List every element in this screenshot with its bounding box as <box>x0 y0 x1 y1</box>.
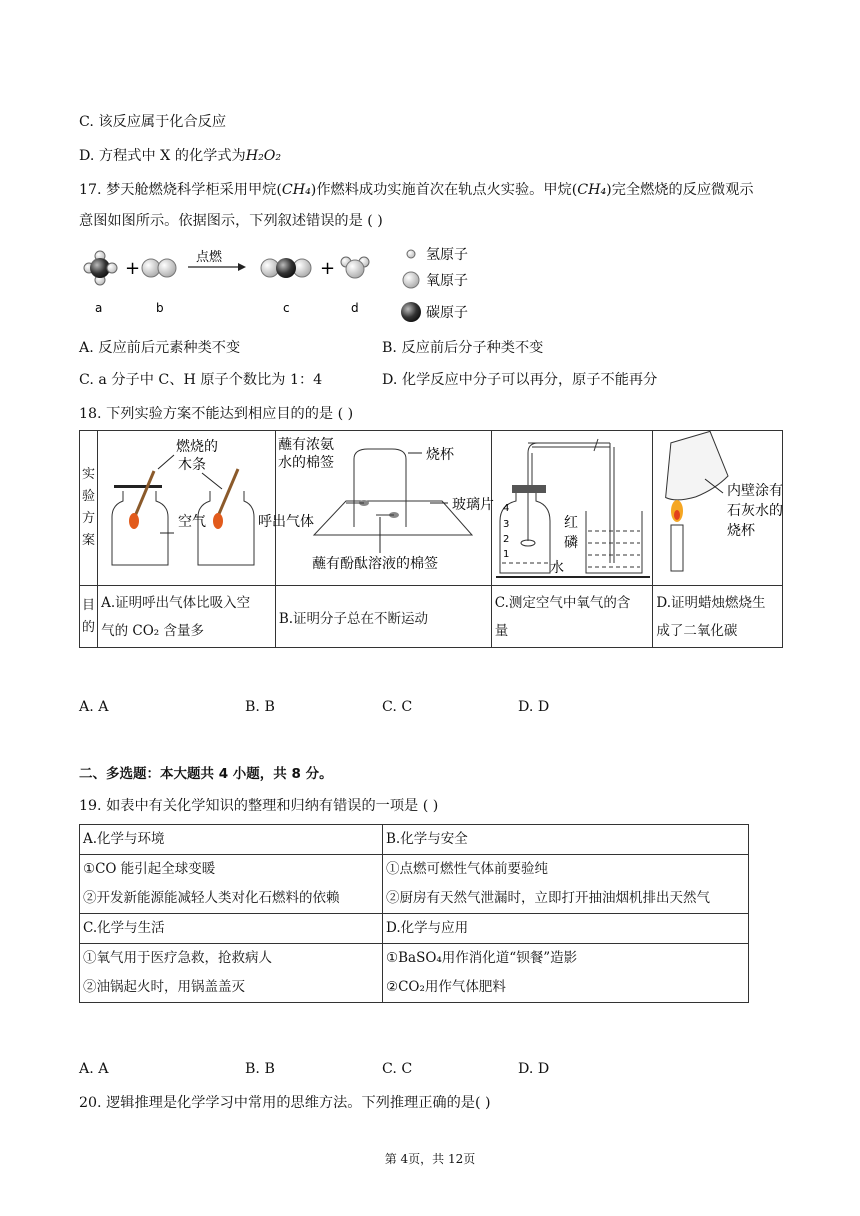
label: 燃烧的 <box>176 439 219 455</box>
plus-sign: + <box>125 258 141 279</box>
q17-stem-line2: 意图如图所示。依据图示，下列叙述错误的是 ( ) <box>79 213 383 229</box>
diagram-b <box>276 431 494 581</box>
q19-table <box>79 824 749 1003</box>
row-header-purpose: 目的 <box>80 586 98 648</box>
label-c: c <box>283 301 290 315</box>
purpose-c <box>491 586 653 648</box>
legend-carbon: 碳原子 <box>426 305 468 321</box>
purpose-a <box>98 586 276 648</box>
text: C.测定空气中氧气的含 <box>494 594 631 611</box>
q19-option-a: A. A <box>79 1061 109 1077</box>
q17-stem-line1: 17. 梦天舱燃烧科学柜采用甲烷(CH₄)作燃料成功实施首次在轨点火实验。甲烷(CH₄)完全燃烧的反应微观示 <box>79 182 754 198</box>
label: 红 <box>563 515 578 531</box>
label-a: a <box>95 301 103 315</box>
q19-option-c: C. C <box>382 1061 413 1077</box>
q17-option-a: A. 反应前后元素种类不变 <box>79 340 241 356</box>
q17-option-d: D. 化学反应中分子可以再分，原子不能再分 <box>382 372 658 388</box>
q18-option-a: A. A <box>79 699 109 715</box>
formula: CH₄ <box>577 182 607 198</box>
q17-option-c: C. a 分子中 C、H 原子个数比为 1：4 <box>79 372 323 388</box>
label: 呼出气体 <box>258 514 315 530</box>
label: 玻璃片 <box>451 497 494 513</box>
glass-plate <box>314 501 472 535</box>
diagram-d <box>653 431 784 581</box>
q16-option-d: D. 方程式中 X 的化学式为H₂O₂ <box>79 148 282 164</box>
purpose-d <box>653 586 783 648</box>
text: 成了二氧化碳 <box>656 622 738 639</box>
water-molecule <box>341 257 369 278</box>
q19-option-d: D. D <box>518 1061 550 1077</box>
text: ①BaSO₄用作消化道“钡餐”造影 <box>386 950 578 966</box>
text: ①CO 能引起全球变暖 <box>83 861 216 877</box>
mark: 4 <box>502 503 510 514</box>
label: 烧杯 <box>425 447 454 463</box>
label: 空气 <box>178 514 207 530</box>
scheme-d-cell <box>653 431 783 586</box>
mark: 3 <box>502 519 510 530</box>
text: ①氧气用于医疗急救，抢救病人 <box>83 950 272 966</box>
cell-c-head: C.化学与生活 <box>80 914 383 944</box>
scheme-b-cell <box>275 431 494 586</box>
arrow-head-icon <box>238 263 246 271</box>
carbon-legend-icon <box>401 302 421 322</box>
label: 蘸有酚酞溶液的棉签 <box>311 556 438 572</box>
text: ②CO₂用作气体肥料 <box>386 979 506 995</box>
text: ①点燃可燃性气体前要验纯 <box>386 861 548 877</box>
methane-molecule <box>84 251 117 285</box>
q18-table <box>79 430 783 648</box>
label: 烧杯 <box>727 523 756 539</box>
q18-option-d: D. D <box>518 699 550 715</box>
q17-option-b: B. 反应前后分子种类不变 <box>382 340 544 356</box>
legend-oxygen: 氧原子 <box>426 273 468 289</box>
mark: 2 <box>502 534 510 545</box>
q18-stem: 18. 下列实验方案不能达到相应目的的是 ( ) <box>79 406 354 422</box>
cell-b-head: B.化学与安全 <box>383 825 749 855</box>
q19-stem: 19. 如表中有关化学知识的整理和归纳有错误的一项是 ( ) <box>79 798 439 814</box>
oxygen-legend-icon <box>403 272 419 288</box>
q20-stem: 20. 逻辑推理是化学学习中常用的思维方法。下列推理正确的是( ) <box>79 1095 491 1111</box>
text: A.证明呼出气体比吸入空 <box>101 594 251 611</box>
text: ②厨房有天然气泄漏时，立即打开抽油烟机排出天然气 <box>386 890 710 906</box>
label: 内壁涂有 <box>727 483 784 499</box>
cell-a-head: A.化学与环境 <box>80 825 383 855</box>
label-d: d <box>351 301 359 315</box>
q18-option-c: C. C <box>382 699 413 715</box>
label: 蘸有浓氨 <box>277 437 334 453</box>
cell-b-body <box>383 855 749 914</box>
label: 木条 <box>178 457 207 473</box>
section-heading: 二、多选题：本大题共 4 小题，共 8 分。 <box>79 766 333 782</box>
scheme-c-cell <box>491 431 653 586</box>
formula: CH₄ <box>281 182 311 198</box>
cell-d-head: D.化学与应用 <box>383 914 749 944</box>
candle-icon <box>671 525 683 571</box>
carbon-dioxide-molecule <box>261 258 311 278</box>
hydrogen-legend-icon <box>407 250 415 258</box>
label: 磷 <box>563 535 578 551</box>
q19-option-b: B. B <box>245 1061 275 1077</box>
purpose-b: B.证明分子总在不断运动 <box>275 586 491 648</box>
label-b: b <box>156 301 164 315</box>
diagram-c <box>492 431 652 581</box>
q16-option-c: C. 该反应属于化合反应 <box>79 114 227 130</box>
cell-a-body <box>80 855 383 914</box>
text: 气的 CO₂ 含量多 <box>101 622 204 639</box>
legend-hydrogen: 氢原子 <box>426 247 468 263</box>
q18-option-b: B. B <box>245 699 275 715</box>
cell-c-body <box>80 944 383 1003</box>
arrow-label: 点燃 <box>196 250 223 265</box>
formula: H₂O₂ <box>245 148 282 164</box>
text: ②油锅起火时，用锅盖盖灭 <box>83 979 245 995</box>
plus-sign: + <box>320 258 336 279</box>
cell-d-body <box>383 944 749 1003</box>
page-footer: 第 4页，共 12页 <box>384 1152 476 1166</box>
text: D.证明蜡烛燃烧生 <box>656 594 766 611</box>
text: ②开发新能源能减轻人类对化石燃料的依赖 <box>83 890 340 906</box>
label: 石灰水的 <box>727 503 784 519</box>
row-header-scheme: 实验方案 <box>80 431 98 586</box>
oxygen-molecule <box>142 259 176 277</box>
mark: 1 <box>502 549 510 560</box>
label: 水 <box>549 560 564 576</box>
reaction-diagram <box>78 240 498 330</box>
text: 量 <box>494 622 509 639</box>
label: 水的棉签 <box>277 455 334 471</box>
